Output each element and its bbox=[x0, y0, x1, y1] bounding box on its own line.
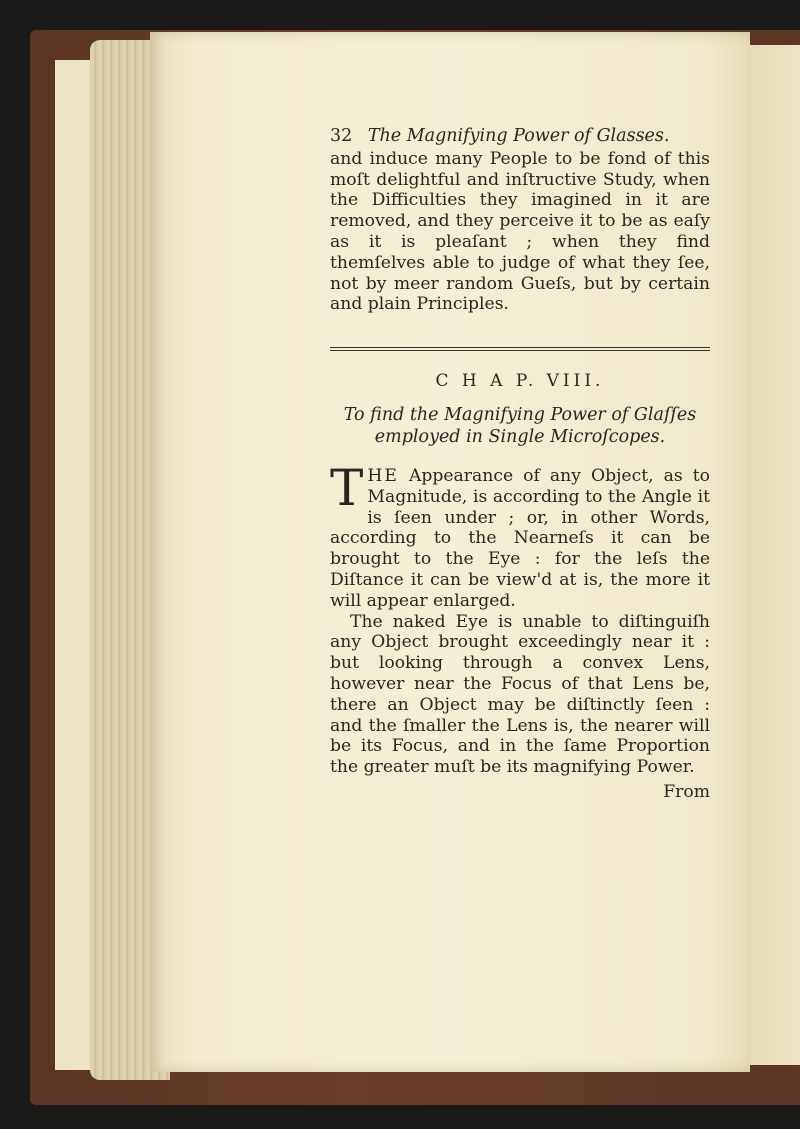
chapter-title-line-2: employed in Single Microſcopes. bbox=[374, 426, 666, 447]
running-header bbox=[330, 126, 710, 147]
chapter-heading: C H A P. VIII. bbox=[435, 371, 605, 392]
running-title: The Magnifying Power of Glasses. bbox=[367, 126, 670, 146]
page-text bbox=[330, 126, 710, 803]
paragraph-1 bbox=[330, 458, 710, 612]
catchword: From bbox=[663, 781, 710, 802]
chapter-title-line-1: To find the Magnifying Power of Glaſſes bbox=[343, 404, 697, 425]
first-words: HE bbox=[367, 465, 399, 486]
drop-cap: T bbox=[330, 458, 364, 517]
chapter-title bbox=[330, 404, 710, 448]
paragraph-2: The naked Eye is unable to diſtinguiſh any Object brought exceedingly near it : but looking through a convex Lens, however near the Focus of that Lens be, there an Object may be diſtinctly ſeen : and the ſmaller the Lens is, the nearer will be its Focus, and in the ſame Proportion the greater muſt be its magnifying Power. bbox=[330, 611, 710, 778]
endpaper bbox=[55, 60, 95, 1070]
page-number: 32 bbox=[330, 126, 353, 146]
section-rule bbox=[330, 347, 710, 351]
continuation-paragraph: and induce many People to be fond of this moſt delightful and inſtructive Study, when the Difficulties they imagined in it are removed, and they perceive it to be as eaſy as it is pleaſant ; when they find themſelves able to judge of what they ſee, not by meer random Gueſs, but by certain and plain Principles. bbox=[330, 148, 710, 315]
paragraph-1-text: Appearance of any Object, as to Magnitude, is according to the Angle it is ſeen under ; or, in other Words, according to the Nearneſs it can be brought to the Eye : for the leſs the Diſtance it can be view'd at is, the more it will appear enlarged. bbox=[330, 465, 710, 611]
